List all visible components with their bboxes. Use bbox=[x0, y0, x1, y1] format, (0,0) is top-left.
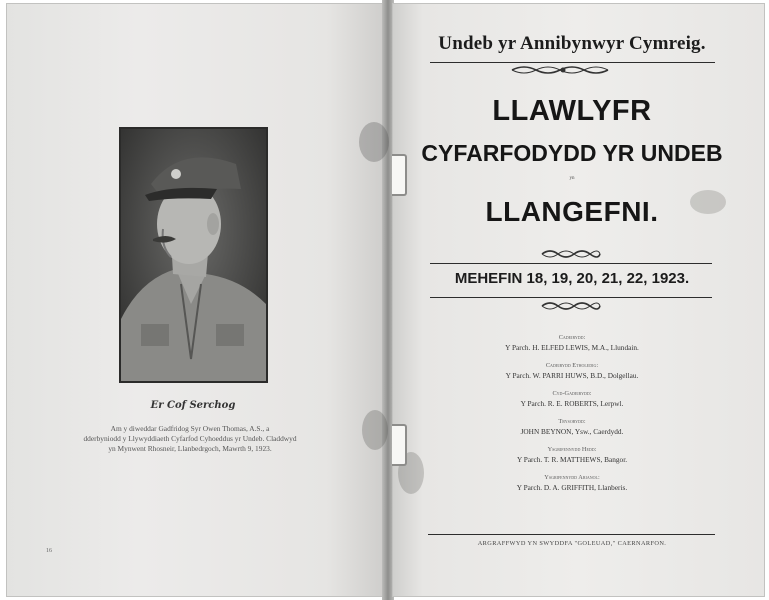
portrait-photograph bbox=[119, 127, 268, 383]
officer-role: Cadeirydd: bbox=[558, 334, 586, 341]
ornament-upper bbox=[540, 248, 602, 260]
page-stain bbox=[690, 190, 726, 214]
officer-role: Cadeirydd Etholedig: bbox=[545, 362, 599, 369]
page-number: 16 bbox=[46, 548, 52, 554]
title-place: LLANGEFNI. bbox=[485, 196, 659, 227]
staple-lower bbox=[392, 424, 407, 466]
officer-entry bbox=[404, 361, 740, 382]
header-rule bbox=[430, 62, 715, 63]
officer-entry bbox=[404, 333, 740, 354]
officer-entry bbox=[404, 417, 740, 438]
officer-role: Cyd-Gadeirydd: bbox=[552, 390, 592, 397]
officer-entry bbox=[404, 389, 740, 410]
title-meetings: CYFARFODYDD YR UNDEB bbox=[421, 140, 723, 166]
staple-upper bbox=[392, 154, 407, 196]
title-handbook: LLAWLYFR bbox=[492, 95, 652, 127]
officer-name: JOHN BEYNON, Ysw., Caerdydd. bbox=[520, 427, 624, 436]
staple-rust-stain bbox=[359, 122, 389, 162]
officer-entry bbox=[404, 445, 740, 466]
footer-rule bbox=[428, 534, 715, 535]
dates-rule-bottom bbox=[430, 297, 712, 298]
header-flourish bbox=[510, 64, 616, 76]
union-header: Undeb yr Annibynwyr Cymreig. bbox=[438, 33, 706, 54]
officer-role: Trysorydd: bbox=[558, 418, 586, 425]
officer-name: Y Parch. D. A. GRIFFITH, Llanberis. bbox=[516, 483, 628, 492]
officer-role: Ysgrifennydd Hedd: bbox=[547, 446, 597, 453]
caption-line: dderbyniodd y Llywyddiaeth Cyfarfod Cyhoeddus yr Undeb. Claddwyd bbox=[83, 434, 297, 443]
officer-name: Y Parch. R. E. ROBERTS, Lerpwl. bbox=[520, 399, 624, 408]
caption-line: Am y diweddar Gadfridog Syr Owen Thomas, A.S., a bbox=[110, 424, 270, 433]
officer-entry bbox=[404, 473, 740, 494]
memorial-caption-title: Er Cof Serchog bbox=[150, 400, 236, 411]
staple-rust-stain bbox=[362, 410, 388, 450]
officers-list bbox=[404, 333, 740, 501]
meeting-dates: MEHEFIN 18, 19, 20, 21, 22, 1923. bbox=[454, 270, 690, 287]
officer-name: Y Parch. T. R. MATTHEWS, Bangor. bbox=[516, 455, 628, 464]
officer-name: Y Parch. H. ELFED LEWIS, M.A., Llundain. bbox=[505, 343, 639, 352]
ornament-lower bbox=[540, 300, 602, 312]
printer-imprint: ARGRAFFWYD YN SWYDDFA "GOLEUAD," CAERNARFON. bbox=[477, 540, 667, 547]
dates-rule-top bbox=[430, 263, 712, 264]
officer-role: Ysgrifennydd Arianol: bbox=[544, 474, 600, 481]
title-connector: yn bbox=[569, 176, 575, 181]
memorial-caption bbox=[50, 424, 330, 454]
officer-name: Y Parch. W. PARRI HUWS, B.D., Dolgellau. bbox=[505, 371, 639, 380]
caption-line: yn Mynwent Rhosneir, Llanbedrgoch, Mawrth 9, 1923. bbox=[108, 444, 272, 453]
